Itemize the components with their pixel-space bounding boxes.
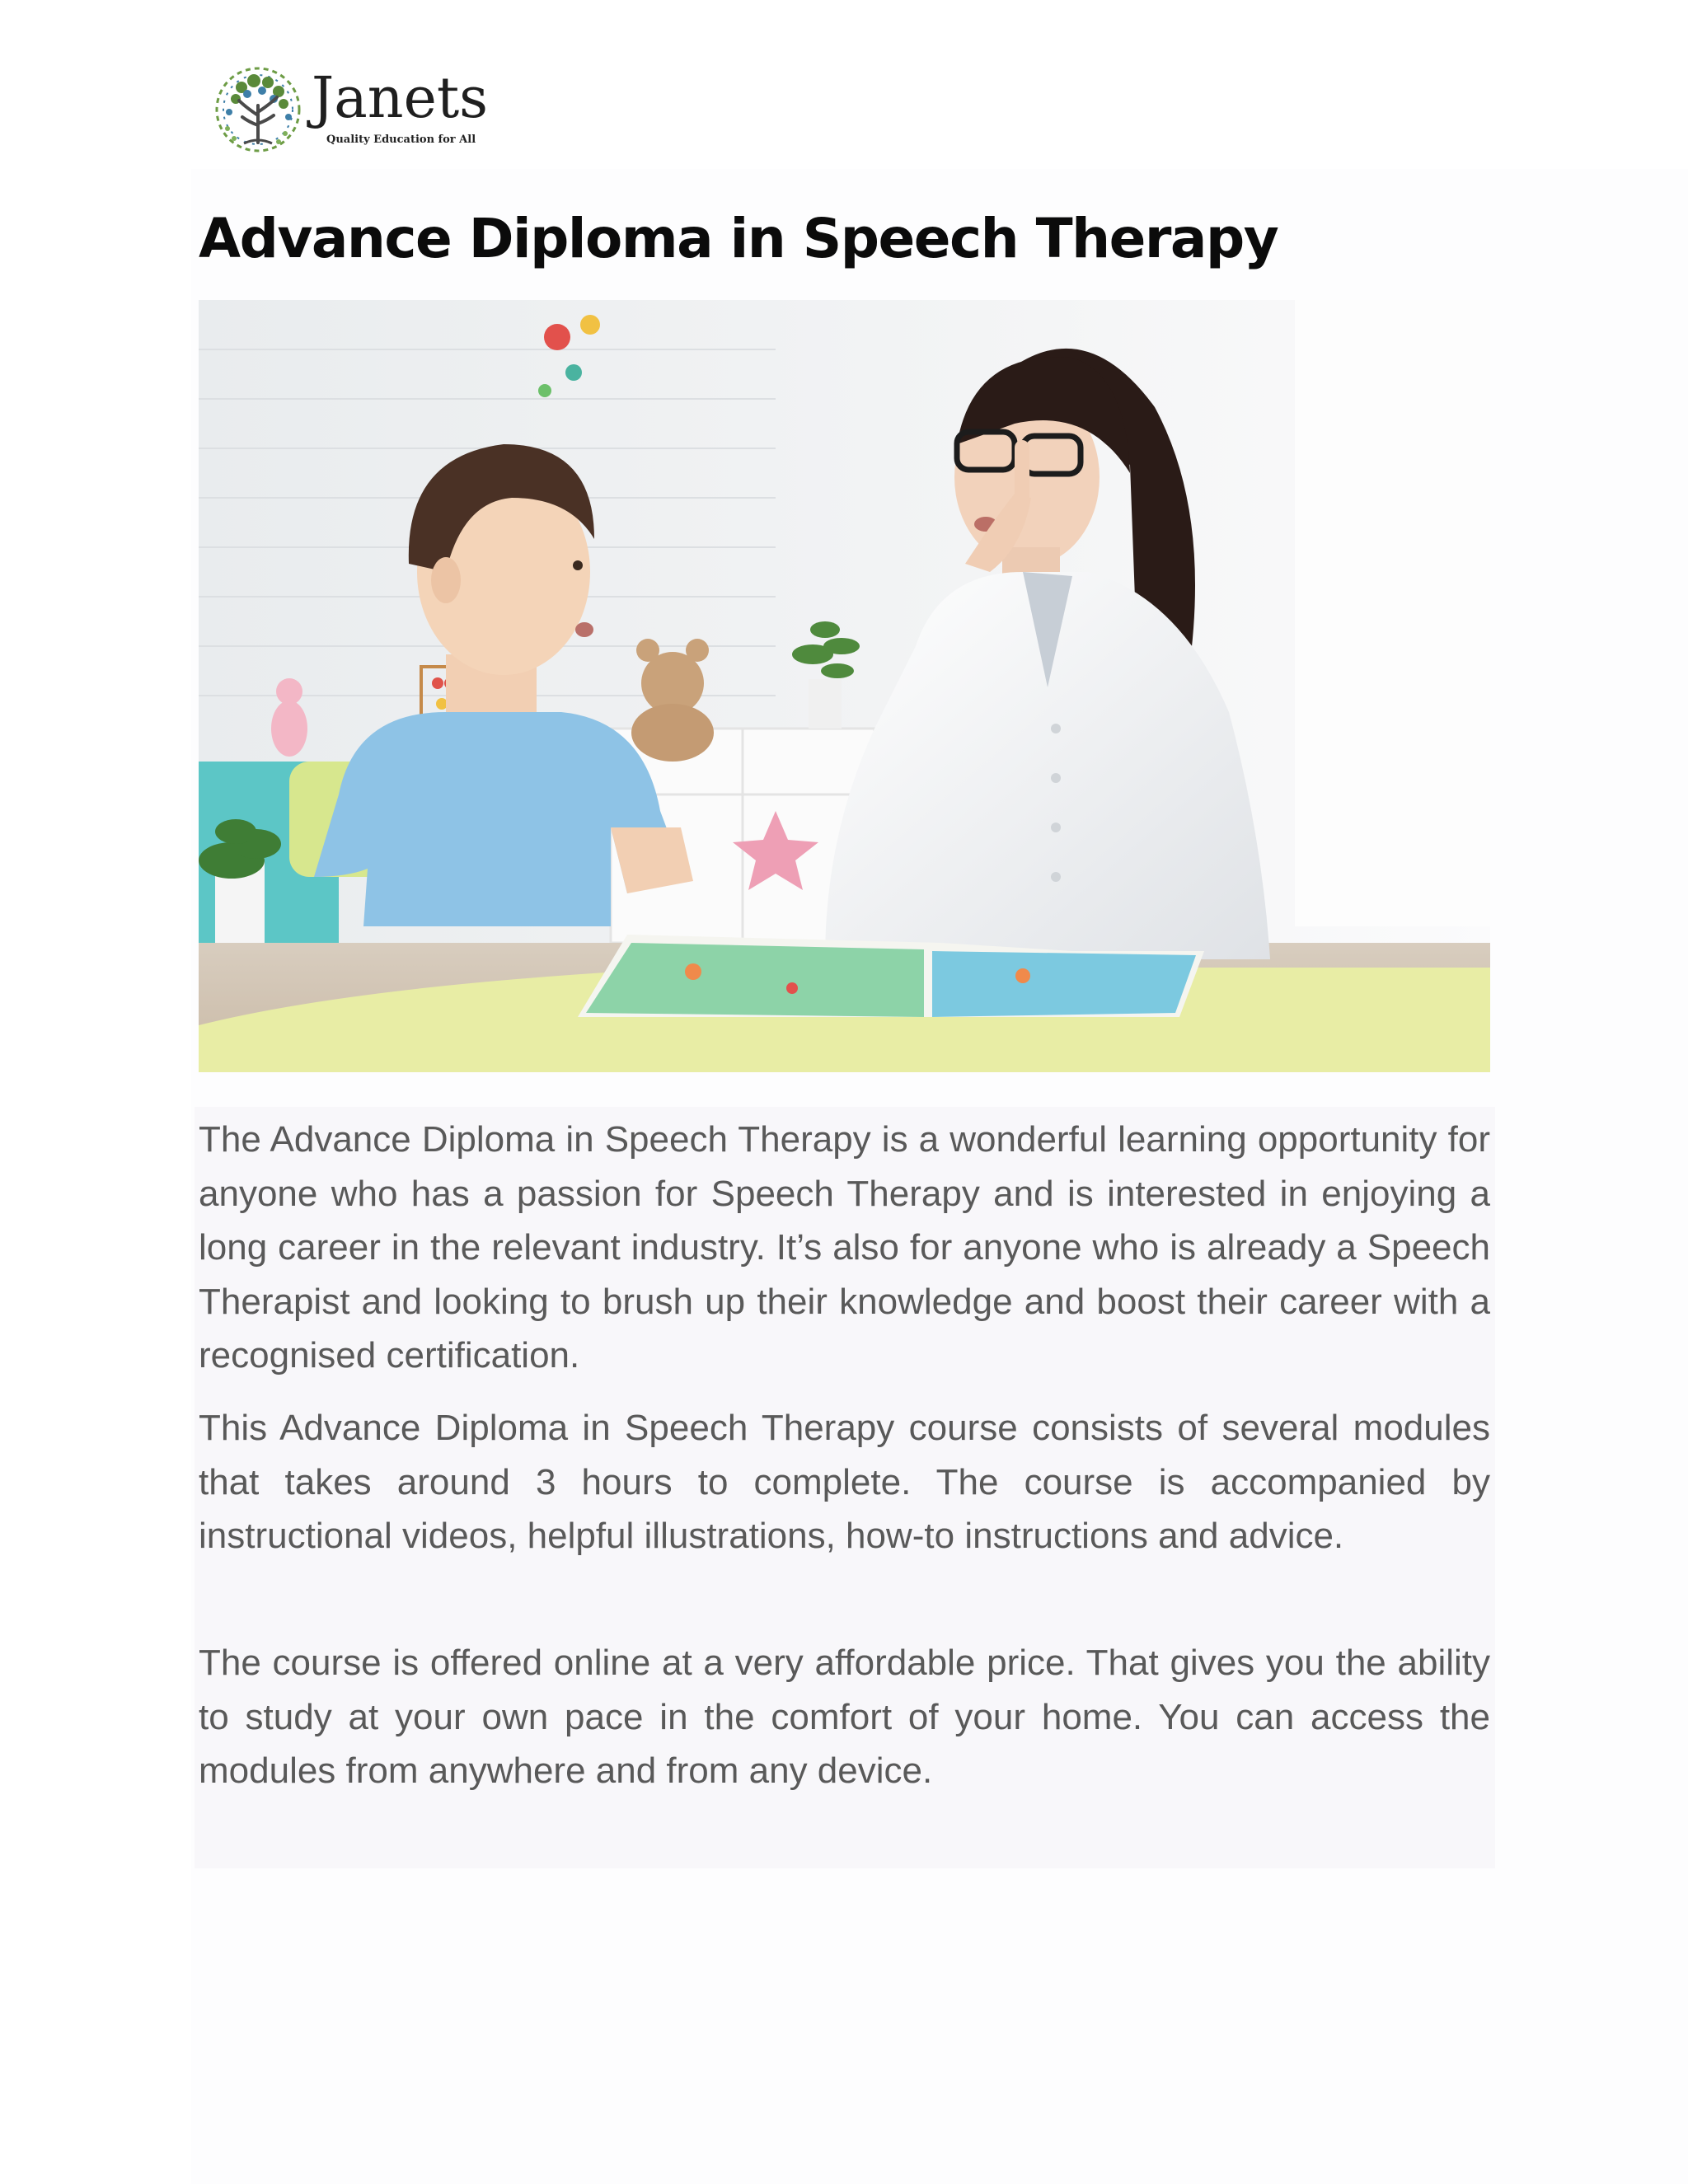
description-paragraph-2: This Advance Diploma in Speech Therapy course consists of several modules that takes around 3 hours to complete. The course is accompanied by instructional videos, helpful illustrations, how-to instructions and advice. xyxy=(199,1408,1490,1556)
description-paragraph-1: The Advance Diploma in Speech Therapy is a wonderful learning opportunity for anyone who has a passion for Speech Therapy and is interested in enjoying a long career in the relevant industry. It’s also for anyone who is already a Speech Therapist and looking to brush up their knowledge and boost their career with a recognised certification. xyxy=(199,1119,1490,1376)
description-paragraph-3: The course is offered online at a very affordable price. That gives you the ability to study at your own pace in the comfort of your home. You can access the modules from anywhere and from any device. xyxy=(199,1643,1490,1791)
tree-logo-icon xyxy=(213,64,303,155)
speech-therapy-session-photo xyxy=(199,300,1490,1072)
page-title: Advance Diploma in Speech Therapy xyxy=(199,207,1278,270)
janets-logo[interactable] xyxy=(213,64,489,155)
hero-illustration xyxy=(199,300,1490,1072)
brand-tagline: Quality Education for All xyxy=(326,134,476,146)
brand-name: Janets xyxy=(312,66,489,131)
